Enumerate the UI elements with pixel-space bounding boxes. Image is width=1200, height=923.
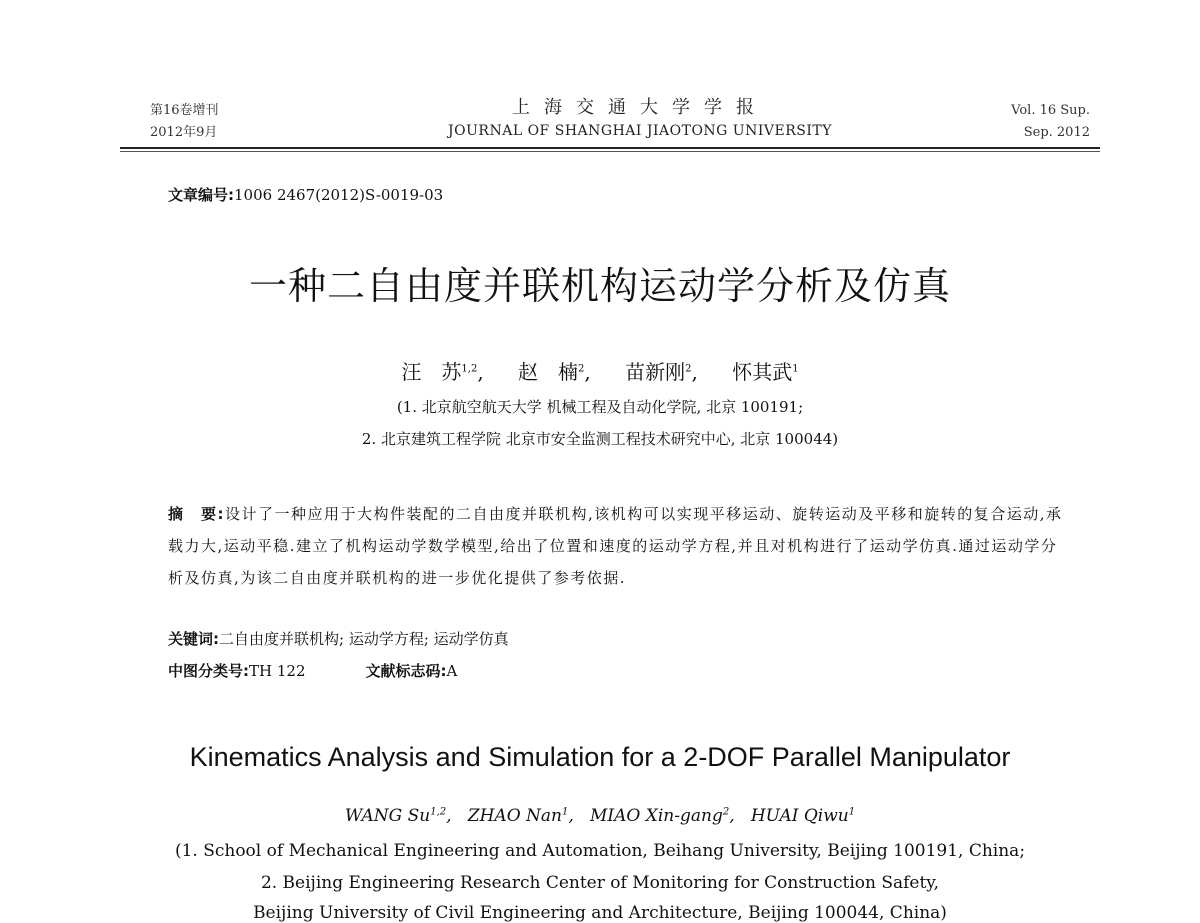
title-en: Kinematics Analysis and Simulation for a 2-DOF Parallel Manipulator [189, 742, 1011, 772]
abstract-label: 摘 要: [168, 505, 225, 523]
author: 赵 楠$^2$, [518, 360, 591, 384]
article-number-label: 文章编号: [168, 186, 234, 204]
keywords [168, 628, 509, 649]
journal-issue-cn [150, 100, 219, 144]
volume-en: Vol. 16 Sup. [1011, 103, 1090, 118]
author: HUAI Qiwu$^1$ [750, 806, 856, 826]
date-cn: 2012年9月 [150, 125, 218, 140]
header-rule-thin [120, 151, 1100, 152]
abstract-text: 设计了一种应用于大构件装配的二自由度并联机构,该机构可以实现平移运动、旋转运动及平移和旋转的复合运动,承载力大,运动平稳.建立了机构运动学数学模型,给出了位置和速度的运动学方程,并且对机构进行了运动学仿真.通过运动学分析及仿真,为该二自由度并联机构的进一步优化提供了参考依据. [168, 505, 1063, 587]
title-cn: 一种二自由度并联机构运动学分析及仿真 [248, 264, 951, 308]
author: WANG Su$^{1,2}$, [344, 806, 463, 826]
keywords-text: 二自由度并联机构; 运动学方程; 运动学仿真 [219, 630, 509, 648]
authors-cn [0, 356, 1200, 385]
journal-name-cn: 上海交通大学学报 [512, 97, 768, 118]
classification [168, 660, 457, 681]
header-rule [120, 147, 1100, 149]
author: 苗新刚$^2$, [625, 360, 698, 384]
journal-name [380, 96, 900, 142]
journal-name-en: JOURNAL OF SHANGHAI JIAOTONG UNIVERSITY [448, 123, 832, 139]
author: 汪 苏$^{1,2}$, [401, 360, 484, 384]
affiliation-en-2: 2. Beijing Engineering Research Center of Monitoring for Construction Safety, [260, 873, 940, 893]
abstract [168, 498, 1068, 594]
doc-code-value: A [446, 662, 458, 680]
affiliation-cn-1: (1. 北京航空航天大学 机械工程及自动化学院, 北京 100191; [396, 398, 804, 416]
affiliation-cn-2: 2. 北京建筑工程学院 北京市安全监测工程技术研究中心, 北京 100044) [361, 430, 839, 448]
authors-en [0, 806, 1200, 826]
clc-value: TH 122 [249, 662, 306, 680]
affiliation-en-3: Beijing University of Civil Engineering and Architecture, Beijing 100044, China) [253, 903, 947, 923]
author: MIAO Xin-gang$^2$, [590, 806, 746, 826]
keywords-label: 关键词: [168, 630, 219, 648]
author: 怀其武$^1$ [732, 360, 799, 384]
date-en: Sep. 2012 [1023, 125, 1090, 140]
journal-issue-en [1011, 100, 1090, 144]
article-number [168, 184, 443, 205]
affiliation-en-1: (1. School of Mechanical Engineering and Automation, Beihang University, Beijing 100191, China; [174, 841, 1026, 861]
volume-cn: 第16卷增刊 [150, 103, 219, 118]
author: ZHAO Nan$^1$, [467, 806, 585, 826]
doc-code-label: 文献标志码: [365, 662, 447, 680]
clc-label: 中图分类号: [168, 662, 249, 680]
article-number-value: 1006 2467(2012)S-0019-03 [234, 186, 444, 204]
